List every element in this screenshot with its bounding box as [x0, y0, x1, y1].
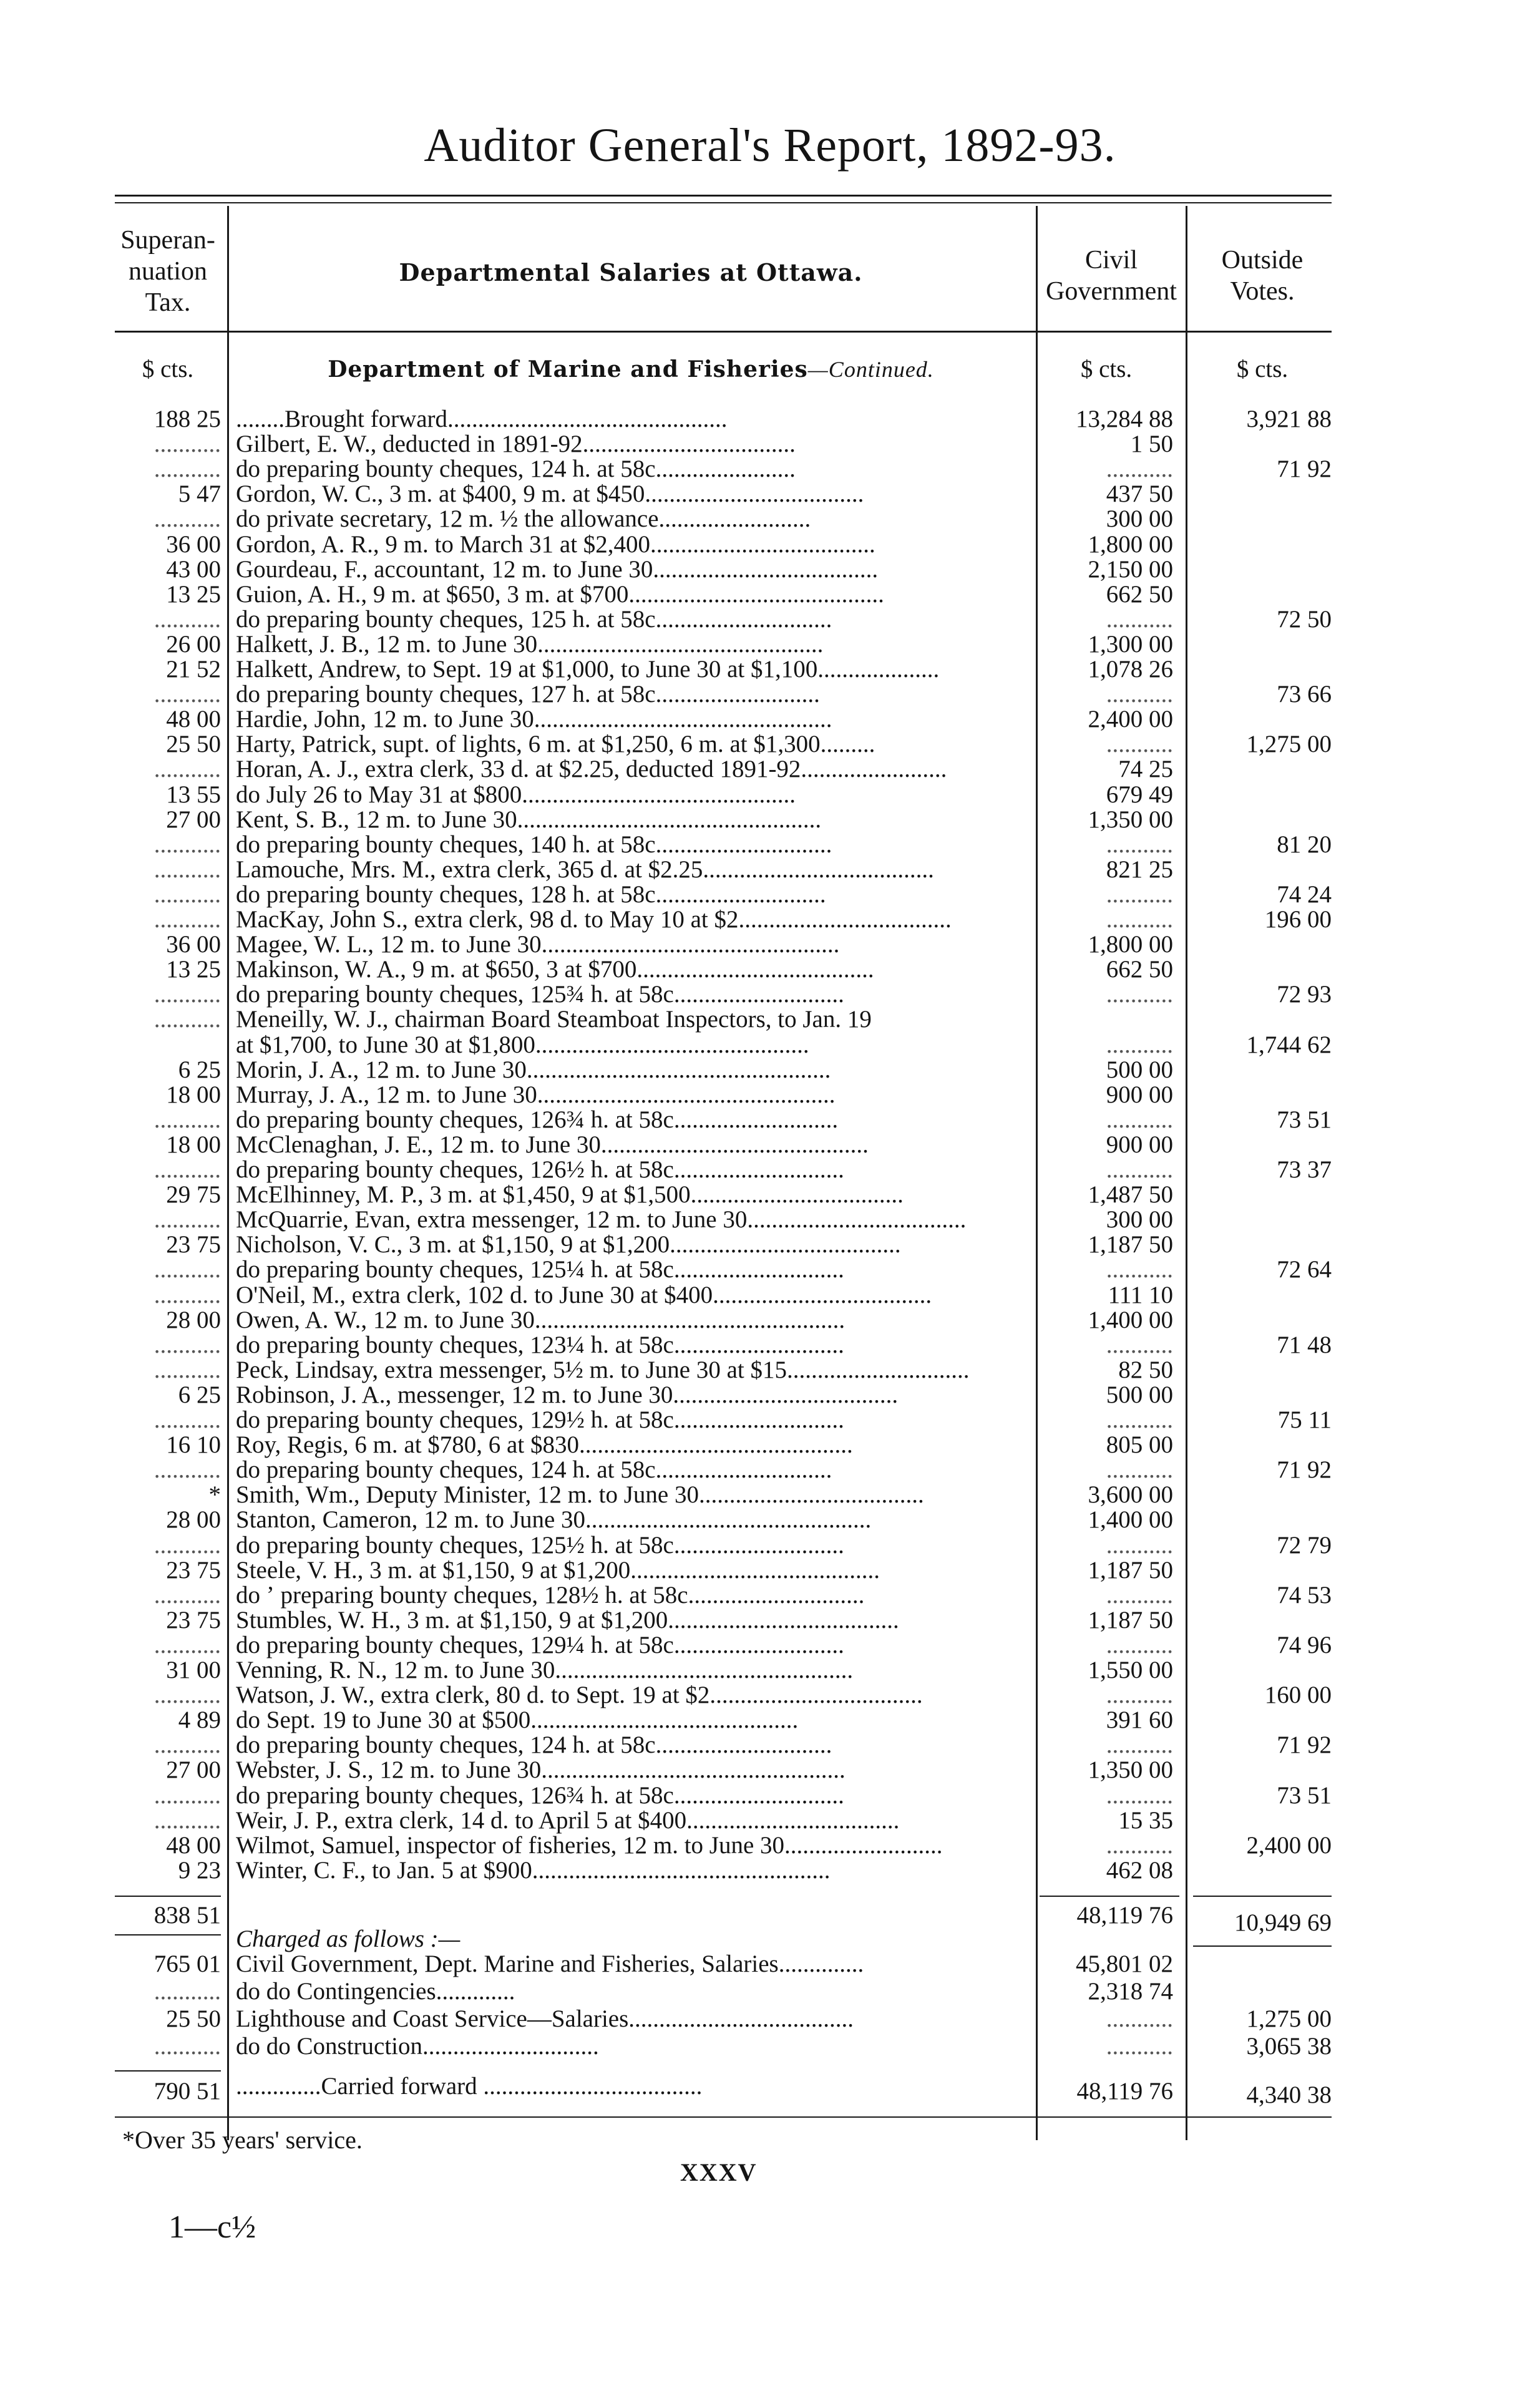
charged-desc: Lighthouse and Coast Service—Salaries.....................................	[236, 2005, 854, 2032]
carried-civil: 48,119 76	[1076, 2078, 1173, 2105]
row-desc: do preparing bounty cheques, 129¼ h. at 58c............................	[236, 1632, 844, 1658]
row-desc: do preparing bounty cheques, 126¾ h. at 58c............................	[236, 1782, 844, 1809]
charged-outside: 1,275 00	[1246, 2005, 1332, 2032]
row-tax: ...........	[154, 1356, 221, 1383]
units-outside: $ cts.	[1236, 356, 1289, 382]
totals-rule-bottom	[115, 1934, 221, 1935]
row-outside: 196 00	[1264, 906, 1332, 933]
footnote: *Over 35 years' service.	[122, 2126, 363, 2154]
charged-desc: Civil Government, Dept. Marine and Fisheries, Salaries..............	[236, 1950, 864, 1977]
row-tax: 31 00	[166, 1657, 221, 1683]
row-outside: 71 48	[1277, 1332, 1332, 1358]
row-tax: 23 75	[166, 1557, 221, 1584]
row-civil: 662 50	[1106, 581, 1173, 608]
row-civil: ...........	[1106, 906, 1173, 933]
total-outside: 10,949 69	[1234, 1909, 1332, 1936]
row-tax: ...........	[154, 1406, 221, 1433]
charged-desc: do do Construction.............................	[236, 2033, 599, 2060]
row-outside: 72 93	[1277, 981, 1332, 1008]
row-tax: 23 75	[166, 1607, 221, 1634]
row-desc: Peck, Lindsay, extra messenger, 5½ m. to June 30 at $15..............................	[236, 1356, 970, 1383]
row-desc: ........Brought forward..............................................	[236, 406, 728, 432]
row-tax: 5 47	[178, 480, 221, 507]
row-tax: 26 00	[166, 631, 221, 658]
row-desc: Guion, A. H., 9 m. at $650, 3 m. at $700..........................................	[236, 581, 884, 608]
row-desc: Weir, J. P., extra clerk, 14 d. to April 5 at $400...................................	[236, 1807, 900, 1834]
row-tax: 18 00	[166, 1131, 221, 1158]
row-civil: ...........	[1106, 1406, 1173, 1433]
totals-rule-civil	[1040, 1896, 1179, 1897]
row-tax: 36 00	[166, 531, 221, 558]
row-tax: 21 52	[166, 656, 221, 683]
row-desc: Horan, A. J., extra clerk, 33 d. at $2.25, deducted 1891-92........................	[236, 756, 947, 782]
row-outside: 3,921 88	[1246, 406, 1332, 432]
row-desc: McElhinney, M. P., 3 m. at $1,450, 9 at $1,500...................................	[236, 1181, 904, 1208]
row-tax: 48 00	[166, 706, 221, 733]
units-civil: $ cts.	[1080, 356, 1133, 382]
row-tax: ...........	[154, 856, 221, 883]
page-number: XXXV	[680, 2158, 758, 2186]
row-tax: 36 00	[166, 931, 221, 958]
row-civil: 437 50	[1106, 480, 1173, 507]
charged-outside: 3,065 38	[1246, 2033, 1332, 2060]
carried-tax: 790 51	[154, 2078, 221, 2105]
row-tax: 188 25	[154, 406, 221, 432]
row-outside: 1,744 62	[1246, 1031, 1332, 1058]
charged-civil: 45,801 02	[1076, 1950, 1173, 1977]
header-bottom-rule	[115, 331, 1332, 333]
column-header-tax: Superan- nuation Tax.	[120, 226, 215, 317]
row-desc: do preparing bounty cheques, 126¾ h. at 58c...........................	[236, 1106, 839, 1133]
row-tax: ...........	[154, 1156, 221, 1183]
row-desc: do preparing bounty cheques, 125½ h. at 58c............................	[236, 1532, 844, 1559]
row-civil: 1,187 50	[1088, 1607, 1173, 1634]
charged-civil: ...........	[1106, 2033, 1173, 2060]
column-header-outside: Outside Votes.	[1221, 246, 1304, 306]
row-tax: ...........	[154, 1256, 221, 1283]
header-top-rule	[115, 195, 1332, 197]
row-civil: ...........	[1106, 1782, 1173, 1809]
row-desc: do preparing bounty cheques, 125¼ h. at 58c............................	[236, 1256, 844, 1283]
row-civil: 1,487 50	[1088, 1181, 1173, 1208]
row-tax: *	[208, 1481, 221, 1508]
row-outside: 2,400 00	[1246, 1832, 1332, 1859]
row-tax: ...........	[154, 981, 221, 1008]
column-divider-tax	[227, 206, 229, 2140]
charged-tax: ...........	[154, 2033, 221, 2060]
row-tax: 16 10	[166, 1431, 221, 1458]
row-tax: ...........	[154, 1206, 221, 1233]
row-civil: ...........	[1106, 1456, 1173, 1483]
row-outside: 72 50	[1277, 606, 1332, 633]
row-desc: do preparing bounty cheques, 125¾ h. at 58c............................	[236, 981, 844, 1008]
row-tax: 28 00	[166, 1506, 221, 1533]
row-desc: Meneilly, W. J., chairman Board Steamboat Inspectors, to Jan. 19	[236, 1006, 872, 1033]
row-tax: ...........	[154, 881, 221, 908]
row-desc: Wilmot, Samuel, inspector of fisheries, 12 m. to June 30..........................	[236, 1832, 943, 1859]
row-outside: 74 53	[1277, 1582, 1332, 1609]
column-header-description: Departmental Salaries at Ottawa.	[399, 258, 863, 286]
signature-mark: 1—c½	[168, 2209, 256, 2245]
section-title-text: Department of Marine and Fisheries	[328, 356, 808, 382]
charged-tax: ...........	[154, 1978, 221, 2005]
row-civil: 1,350 00	[1088, 1756, 1173, 1783]
row-civil: 2,400 00	[1088, 706, 1173, 733]
totals-rule	[115, 1896, 221, 1897]
row-civil: ...........	[1106, 981, 1173, 1008]
row-outside: 71 92	[1277, 1731, 1332, 1758]
row-desc: Gourdeau, F., accountant, 12 m. to June 30.....................................	[236, 556, 879, 583]
row-desc: Makinson, W. A., 9 m. at $650, 3 at $700.......................................	[236, 956, 874, 983]
row-desc: Harty, Patrick, supt. of lights, 6 m. at $1,250, 6 m. at $1,300.........	[236, 731, 875, 757]
totals-rule-bottom-outside	[1193, 1945, 1332, 1947]
row-desc: do preparing bounty cheques, 124 h. at 58c.......................	[236, 455, 796, 482]
row-outside: 74 24	[1277, 881, 1332, 908]
row-desc: Winter, C. F., to Jan. 5 at $900.................................................	[236, 1857, 831, 1884]
row-tax: ...........	[154, 1532, 221, 1559]
row-tax: ...........	[154, 1731, 221, 1758]
charged-tax: 765 01	[154, 1950, 221, 1977]
row-outside: 74 96	[1277, 1632, 1332, 1658]
row-desc: do preparing bounty cheques, 140 h. at 58c.............................	[236, 831, 832, 858]
total-civil: 48,119 76	[1076, 1902, 1173, 1929]
total-tax: 838 51	[154, 1902, 221, 1929]
row-civil: ...........	[1106, 881, 1173, 908]
row-desc: do preparing bounty cheques, 126½ h. at 58c............................	[236, 1156, 844, 1183]
row-tax: ...........	[154, 1106, 221, 1133]
row-outside: 75 11	[1277, 1406, 1332, 1433]
row-civil: 679 49	[1106, 781, 1173, 808]
row-tax: ...........	[154, 1807, 221, 1834]
row-civil: 82 50	[1118, 1356, 1173, 1383]
row-desc: Morin, J. A., 12 m. to June 30..................................................	[236, 1056, 831, 1083]
row-civil: ...........	[1106, 455, 1173, 482]
row-tax: ...........	[154, 1282, 221, 1308]
row-tax: 13 25	[166, 956, 221, 983]
row-desc: do preparing bounty cheques, 129½ h. at 58c............................	[236, 1406, 844, 1433]
charged-label: Charged as follows :—	[236, 1926, 461, 1952]
row-tax: ...........	[154, 606, 221, 633]
row-desc: Nicholson, V. C., 3 m. at $1,150, 9 at $1,200......................................	[236, 1231, 901, 1258]
row-desc: Gordon, W. C., 3 m. at $400, 9 m. at $450....................................	[236, 480, 864, 507]
row-civil: ...........	[1106, 1332, 1173, 1358]
row-tax: ...........	[154, 505, 221, 532]
row-desc: Magee, W. L., 12 m. to June 30.................................................	[236, 931, 840, 958]
row-tax: ...........	[154, 1632, 221, 1658]
column-divider-civil	[1036, 206, 1038, 2140]
row-civil: 662 50	[1106, 956, 1173, 983]
row-tax: 6 25	[178, 1056, 221, 1083]
section-title	[236, 356, 1026, 383]
row-civil: 1,300 00	[1088, 631, 1173, 658]
charged-tax: 25 50	[166, 2005, 221, 2032]
row-civil: 1,350 00	[1088, 806, 1173, 833]
bottom-rule	[115, 2116, 1332, 2118]
row-civil: 900 00	[1106, 1131, 1173, 1158]
row-civil: 900 00	[1106, 1081, 1173, 1108]
row-desc: Kent, S. B., 12 m. to June 30..................................................	[236, 806, 822, 833]
row-civil: 1,187 50	[1088, 1557, 1173, 1584]
row-desc: do private secretary, 12 m. ½ the allowance.........................	[236, 505, 811, 532]
row-outside: 73 51	[1277, 1106, 1332, 1133]
row-desc: McQuarrie, Evan, extra messenger, 12 m. to June 30....................................	[236, 1206, 967, 1233]
row-desc: do preparing bounty cheques, 124 h. at 58c.............................	[236, 1456, 832, 1483]
row-tax: ...........	[154, 431, 221, 457]
row-civil: ...........	[1106, 606, 1173, 633]
row-tax: 27 00	[166, 1756, 221, 1783]
row-desc: Lamouche, Mrs. M., extra clerk, 365 d. at $2.25......................................	[236, 856, 934, 883]
row-tax: 9 23	[178, 1857, 221, 1884]
row-civil: 462 08	[1106, 1857, 1173, 1884]
row-civil: 1,187 50	[1088, 1231, 1173, 1258]
row-tax: 13 55	[166, 781, 221, 808]
row-desc: do preparing bounty cheques, 128 h. at 58c............................	[236, 881, 826, 908]
row-tax: 29 75	[166, 1181, 221, 1208]
row-tax: 25 50	[166, 731, 221, 757]
row-civil: ...........	[1106, 1031, 1173, 1058]
row-outside: 73 51	[1277, 1782, 1332, 1809]
row-outside: 72 79	[1277, 1532, 1332, 1559]
row-tax: ...........	[154, 756, 221, 782]
charged-civil: ...........	[1106, 2005, 1173, 2032]
row-outside: 71 92	[1277, 455, 1332, 482]
row-tax: 13 25	[166, 581, 221, 608]
header-top-rule-2	[115, 202, 1332, 203]
row-desc: Gordon, A. R., 9 m. to March 31 at $2,400.....................................	[236, 531, 875, 558]
row-tax: 43 00	[166, 556, 221, 583]
row-civil: 500 00	[1106, 1056, 1173, 1083]
row-civil: ...........	[1106, 831, 1173, 858]
row-desc: Watson, J. W., extra clerk, 80 d. to Sept. 19 at $2...................................	[236, 1682, 923, 1708]
row-outside: 81 20	[1277, 831, 1332, 858]
page-title: Auditor General's Report, 1892-93.	[424, 119, 1116, 172]
row-tax: ...........	[154, 831, 221, 858]
row-tax: ...........	[154, 906, 221, 933]
row-outside: 73 37	[1277, 1156, 1332, 1183]
column-divider-outside	[1186, 206, 1187, 2140]
row-desc: MacKay, John S., extra clerk, 98 d. to May 10 at $2...................................	[236, 906, 952, 933]
row-civil: 13,284 88	[1076, 406, 1173, 432]
row-civil: ...........	[1106, 1731, 1173, 1758]
charged-desc: do do Contingencies.............	[236, 1978, 515, 2005]
row-tax: 48 00	[166, 1832, 221, 1859]
row-tax: ...........	[154, 1332, 221, 1358]
row-civil: 500 00	[1106, 1381, 1173, 1408]
row-desc: do Sept. 19 to June 30 at $500............................................	[236, 1707, 799, 1733]
row-civil: ...........	[1106, 1582, 1173, 1609]
carried-outside: 4,340 38	[1246, 2082, 1332, 2108]
row-desc: do July 26 to May 31 at $800.............................................	[236, 781, 796, 808]
row-civil: ...........	[1106, 1256, 1173, 1283]
charged-civil: 2,318 74	[1088, 1978, 1173, 2005]
row-desc: Halkett, J. B., 12 m. to June 30...............................................	[236, 631, 824, 658]
row-tax: 23 75	[166, 1231, 221, 1258]
row-civil: 111 10	[1108, 1282, 1173, 1308]
section-title-suffix: —Continued.	[807, 357, 934, 382]
row-civil: 391 60	[1106, 1707, 1173, 1733]
carried-forward-label: ..............Carried forward ....................................	[236, 2073, 703, 2100]
row-tax: ...........	[154, 1582, 221, 1609]
row-tax: 27 00	[166, 806, 221, 833]
row-civil: ...........	[1106, 1156, 1173, 1183]
row-desc: McClenaghan, J. E., 12 m. to June 30............................................	[236, 1131, 869, 1158]
row-desc: Owen, A. W., 12 m. to June 30...................................................	[236, 1307, 846, 1333]
row-desc: Robinson, J. A., messenger, 12 m. to June 30.....................................	[236, 1381, 899, 1408]
row-desc: Steele, V. H., 3 m. at $1,150, 9 at $1,200.........................................	[236, 1557, 880, 1584]
row-desc: Stanton, Cameron, 12 m. to June 30...............................................	[236, 1506, 872, 1533]
row-civil: 1 50	[1130, 431, 1173, 457]
row-desc: Gilbert, E. W., deducted in 1891-92...................................	[236, 431, 796, 457]
row-outside: 72 64	[1277, 1256, 1332, 1283]
row-civil: 1,400 00	[1088, 1506, 1173, 1533]
row-desc: at $1,700, to June 30 at $1,800.............................................	[236, 1031, 809, 1058]
row-desc: Venning, R. N., 12 m. to June 30.................................................	[236, 1657, 854, 1683]
row-tax: 28 00	[166, 1307, 221, 1333]
row-civil: ...........	[1106, 681, 1173, 708]
row-civil: 805 00	[1106, 1431, 1173, 1458]
row-outside: 1,275 00	[1246, 731, 1332, 757]
row-desc: Hardie, John, 12 m. to June 30.................................................	[236, 706, 832, 733]
row-desc: do ʼ preparing bounty cheques, 128½ h. at 58c.............................	[236, 1582, 865, 1609]
row-civil: ...........	[1106, 1632, 1173, 1658]
row-civil: ...........	[1106, 1532, 1173, 1559]
row-civil: ...........	[1106, 731, 1173, 757]
carried-rule	[115, 2070, 221, 2072]
row-civil: 1,078 26	[1088, 656, 1173, 683]
row-tax: ...........	[154, 1456, 221, 1483]
row-desc: Webster, J. S., 12 m. to June 30..................................................	[236, 1756, 846, 1783]
row-desc: do preparing bounty cheques, 127 h. at 58c...........................	[236, 681, 820, 708]
row-desc: O'Neil, M., extra clerk, 102 d. to June 30 at $400....................................	[236, 1282, 932, 1308]
row-civil: 1,800 00	[1088, 531, 1173, 558]
row-desc: do preparing bounty cheques, 124 h. at 58c.............................	[236, 1731, 832, 1758]
row-desc: Halkett, Andrew, to Sept. 19 at $1,000, to June 30 at $1,100....................	[236, 656, 940, 683]
row-outside: 73 66	[1277, 681, 1332, 708]
totals-rule-outside	[1193, 1896, 1332, 1897]
row-desc: do preparing bounty cheques, 125 h. at 58c.............................	[236, 606, 832, 633]
row-civil: 74 25	[1118, 756, 1173, 782]
row-desc: do preparing bounty cheques, 123¼ h. at 58c............................	[236, 1332, 844, 1358]
row-desc: Smith, Wm., Deputy Minister, 12 m. to June 30.....................................	[236, 1481, 924, 1508]
row-civil: 3,600 00	[1088, 1481, 1173, 1508]
row-tax: 4 89	[178, 1707, 221, 1733]
row-outside: 160 00	[1264, 1682, 1332, 1708]
row-desc: Roy, Regis, 6 m. at $780, 6 at $830.............................................	[236, 1431, 853, 1458]
row-desc: Murray, J. A., 12 m. to June 30.................................................	[236, 1081, 836, 1108]
row-tax: 6 25	[178, 1381, 221, 1408]
row-civil: 1,400 00	[1088, 1307, 1173, 1333]
row-outside: 71 92	[1277, 1456, 1332, 1483]
column-header-civil: Civil Government	[1046, 246, 1177, 306]
units-tax: $ cts.	[142, 356, 194, 382]
row-desc: Stumbles, W. H., 3 m. at $1,150, 9 at $1,200......................................	[236, 1607, 899, 1634]
row-civil: 2,150 00	[1088, 556, 1173, 583]
row-civil: 1,550 00	[1088, 1657, 1173, 1683]
row-tax: ...........	[154, 1006, 221, 1033]
row-tax: ...........	[154, 1682, 221, 1708]
row-civil: 1,800 00	[1088, 931, 1173, 958]
row-civil: 15 35	[1118, 1807, 1173, 1834]
row-civil: ...........	[1106, 1832, 1173, 1859]
row-civil: ...........	[1106, 1106, 1173, 1133]
row-civil: 821 25	[1106, 856, 1173, 883]
row-tax: 18 00	[166, 1081, 221, 1108]
row-civil: 300 00	[1106, 505, 1173, 532]
row-civil: 300 00	[1106, 1206, 1173, 1233]
row-tax: ...........	[154, 455, 221, 482]
row-civil: ...........	[1106, 1682, 1173, 1708]
row-tax: ...........	[154, 1782, 221, 1809]
row-tax: ...........	[154, 681, 221, 708]
